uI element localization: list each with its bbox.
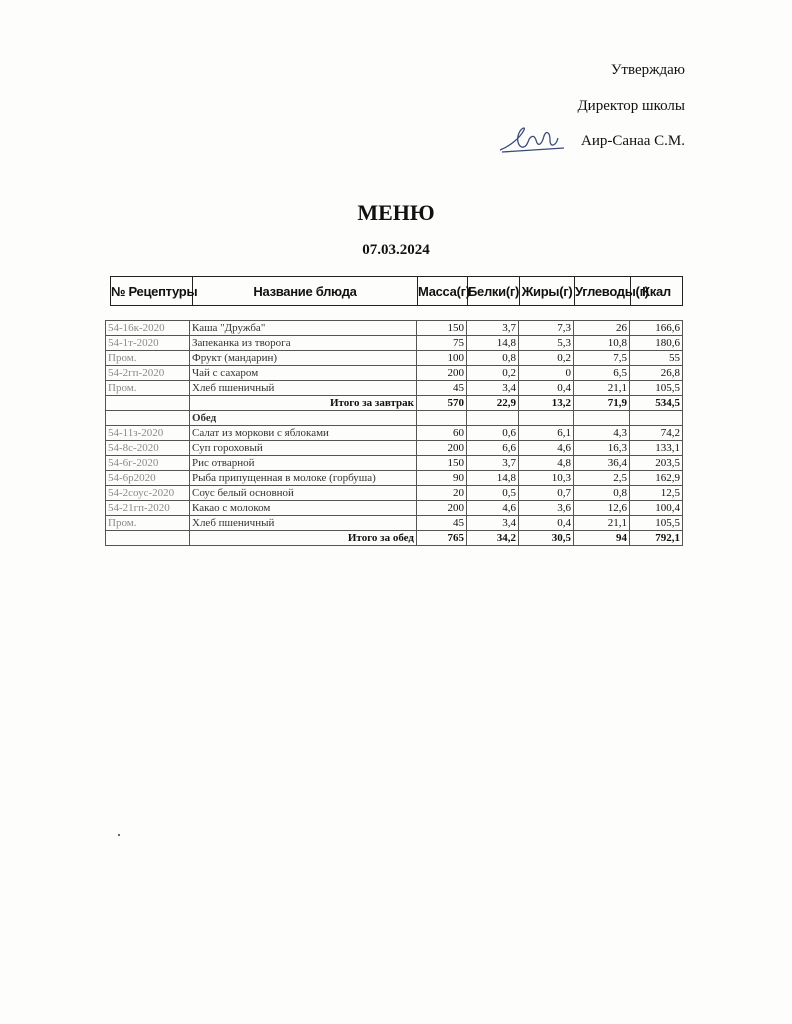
header-mass: Масса(г) [418,277,468,306]
recipe-code-cell: 54-6р2020 [106,471,190,486]
total-carbs-cell: 71,9 [574,396,630,411]
mass-cell: 200 [417,441,467,456]
carbs-cell: 21,1 [574,516,630,531]
total-mass-cell: 570 [417,396,467,411]
kcal-cell: 26,8 [630,366,683,381]
protein-cell: 3,4 [467,516,519,531]
carbs-cell: 21,1 [574,381,630,396]
mass-cell: 90 [417,471,467,486]
carbs-cell: 16,3 [574,441,630,456]
protein-cell: 4,6 [467,501,519,516]
header-protein: Белки(г) [468,277,520,306]
kcal-cell: 166,6 [630,321,683,336]
total-label-cell: Итого за завтрак [190,396,417,411]
mass-cell: 20 [417,486,467,501]
total-fat-cell: 13,2 [519,396,574,411]
kcal-cell: 105,5 [630,381,683,396]
protein-cell: 14,8 [467,336,519,351]
empty-cell [417,411,467,426]
mass-cell: 100 [417,351,467,366]
menu-table-body [106,321,683,546]
dish-name-cell: Хлеб пшеничный [190,516,417,531]
table-row [106,471,683,486]
dish-name-cell: Чай с сахаром [190,366,417,381]
fat-cell: 5,3 [519,336,574,351]
protein-cell: 0,2 [467,366,519,381]
fat-cell: 0,4 [519,516,574,531]
recipe-code-cell: 54-11з-2020 [106,426,190,441]
kcal-cell: 100,4 [630,501,683,516]
total-protein-cell: 34,2 [467,531,519,546]
breakfast-total-row [106,396,683,411]
lunch-total-row [106,531,683,546]
fat-cell: 10,3 [519,471,574,486]
carbs-cell: 4,3 [574,426,630,441]
dish-name-cell: Соус белый основной [190,486,417,501]
section-label-cell: Обед [190,411,417,426]
recipe-code-cell: 54-2гп-2020 [106,366,190,381]
mass-cell: 75 [417,336,467,351]
protein-cell: 0,5 [467,486,519,501]
empty-cell [519,411,574,426]
carbs-cell: 36,4 [574,456,630,471]
kcal-cell: 12,5 [630,486,683,501]
fat-cell: 0 [519,366,574,381]
recipe-code-cell: Пром. [106,351,190,366]
protein-cell: 0,6 [467,426,519,441]
fat-cell: 4,6 [519,441,574,456]
empty-cell [106,411,190,426]
table-row [106,351,683,366]
fat-cell: 7,3 [519,321,574,336]
total-label-cell: Итого за обед [190,531,417,546]
page-title: МЕНЮ [357,200,435,225]
recipe-code-cell: 54-8с-2020 [106,441,190,456]
recipe-code-cell: Пром. [106,516,190,531]
mass-cell: 200 [417,501,467,516]
carbs-cell: 6,5 [574,366,630,381]
total-kcal-cell: 792,1 [630,531,683,546]
total-kcal-cell: 534,5 [630,396,683,411]
kcal-cell: 74,2 [630,426,683,441]
recipe-code-cell: 54-2соус-2020 [106,486,190,501]
kcal-cell: 133,1 [630,441,683,456]
recipe-code-cell: 54-6г-2020 [106,456,190,471]
carbs-cell: 2,5 [574,471,630,486]
fat-cell: 0,2 [519,351,574,366]
dish-name-cell: Рыба припущенная в молоке (горбуша) [190,471,417,486]
total-mass-cell: 765 [417,531,467,546]
kcal-cell: 162,9 [630,471,683,486]
dish-name-cell: Суп гороховый [190,441,417,456]
mass-cell: 45 [417,516,467,531]
carbs-cell: 12,6 [574,501,630,516]
carbs-cell: 7,5 [574,351,630,366]
total-fat-cell: 30,5 [519,531,574,546]
fat-cell: 0,4 [519,381,574,396]
mass-cell: 150 [417,321,467,336]
header-fat: Жиры(г) [520,277,575,306]
protein-cell: 3,4 [467,381,519,396]
mass-cell: 150 [417,456,467,471]
table-row [106,456,683,471]
dish-name-cell: Какао с молоком [190,501,417,516]
kcal-cell: 203,5 [630,456,683,471]
mass-cell: 200 [417,366,467,381]
header-row [111,277,683,306]
header-recipe: № Рецептуры [111,277,193,306]
fat-cell: 4,8 [519,456,574,471]
menu-table [105,320,683,546]
empty-cell [574,411,630,426]
dish-name-cell: Каша "Дружба" [190,321,417,336]
protein-cell: 3,7 [467,456,519,471]
scan-speck [118,834,120,836]
protein-cell: 6,6 [467,441,519,456]
protein-cell: 14,8 [467,471,519,486]
recipe-code-cell: Пром. [106,381,190,396]
mass-cell: 45 [417,381,467,396]
signature [498,124,568,158]
table-row [106,336,683,351]
kcal-cell: 105,5 [630,516,683,531]
kcal-cell: 55 [630,351,683,366]
header-kcal: Ккал [631,277,683,306]
dish-name-cell: Запеканка из творога [190,336,417,351]
recipe-code-cell: 54-21гп-2020 [106,501,190,516]
table-row [106,381,683,396]
header-dish: Название блюда [193,277,418,306]
protein-cell: 3,7 [467,321,519,336]
empty-cell [467,411,519,426]
fat-cell: 6,1 [519,426,574,441]
column-header-table [110,276,683,306]
dish-name-cell: Фрукт (мандарин) [190,351,417,366]
protein-cell: 0,8 [467,351,519,366]
table-row [106,486,683,501]
table-row [106,441,683,456]
empty-cell [106,531,190,546]
fat-cell: 3,6 [519,501,574,516]
table-row [106,501,683,516]
dish-name-cell: Салат из моркови с яблоками [190,426,417,441]
fat-cell: 0,7 [519,486,574,501]
approval-line-approve: Утверждаю [610,62,685,78]
mass-cell: 60 [417,426,467,441]
kcal-cell: 180,6 [630,336,683,351]
menu-date: 07.03.2024 [362,242,430,258]
recipe-code-cell: 54-16к-2020 [106,321,190,336]
dish-name-cell: Рис отварной [190,456,417,471]
carbs-cell: 0,8 [574,486,630,501]
empty-cell [106,396,190,411]
lunch-section-row [106,411,683,426]
header-carbs: Углеводы(г) [575,277,631,306]
table-row [106,321,683,336]
recipe-code-cell: 54-1т-2020 [106,336,190,351]
total-carbs-cell: 94 [574,531,630,546]
approval-line-position: Директор школы [577,98,685,114]
dish-name-cell: Хлеб пшеничный [190,381,417,396]
approval-line-name: Аир-Санаа С.М. [581,133,685,149]
total-protein-cell: 22,9 [467,396,519,411]
table-row [106,426,683,441]
carbs-cell: 10,8 [574,336,630,351]
table-row [106,516,683,531]
table-row [106,366,683,381]
carbs-cell: 26 [574,321,630,336]
empty-cell [630,411,683,426]
